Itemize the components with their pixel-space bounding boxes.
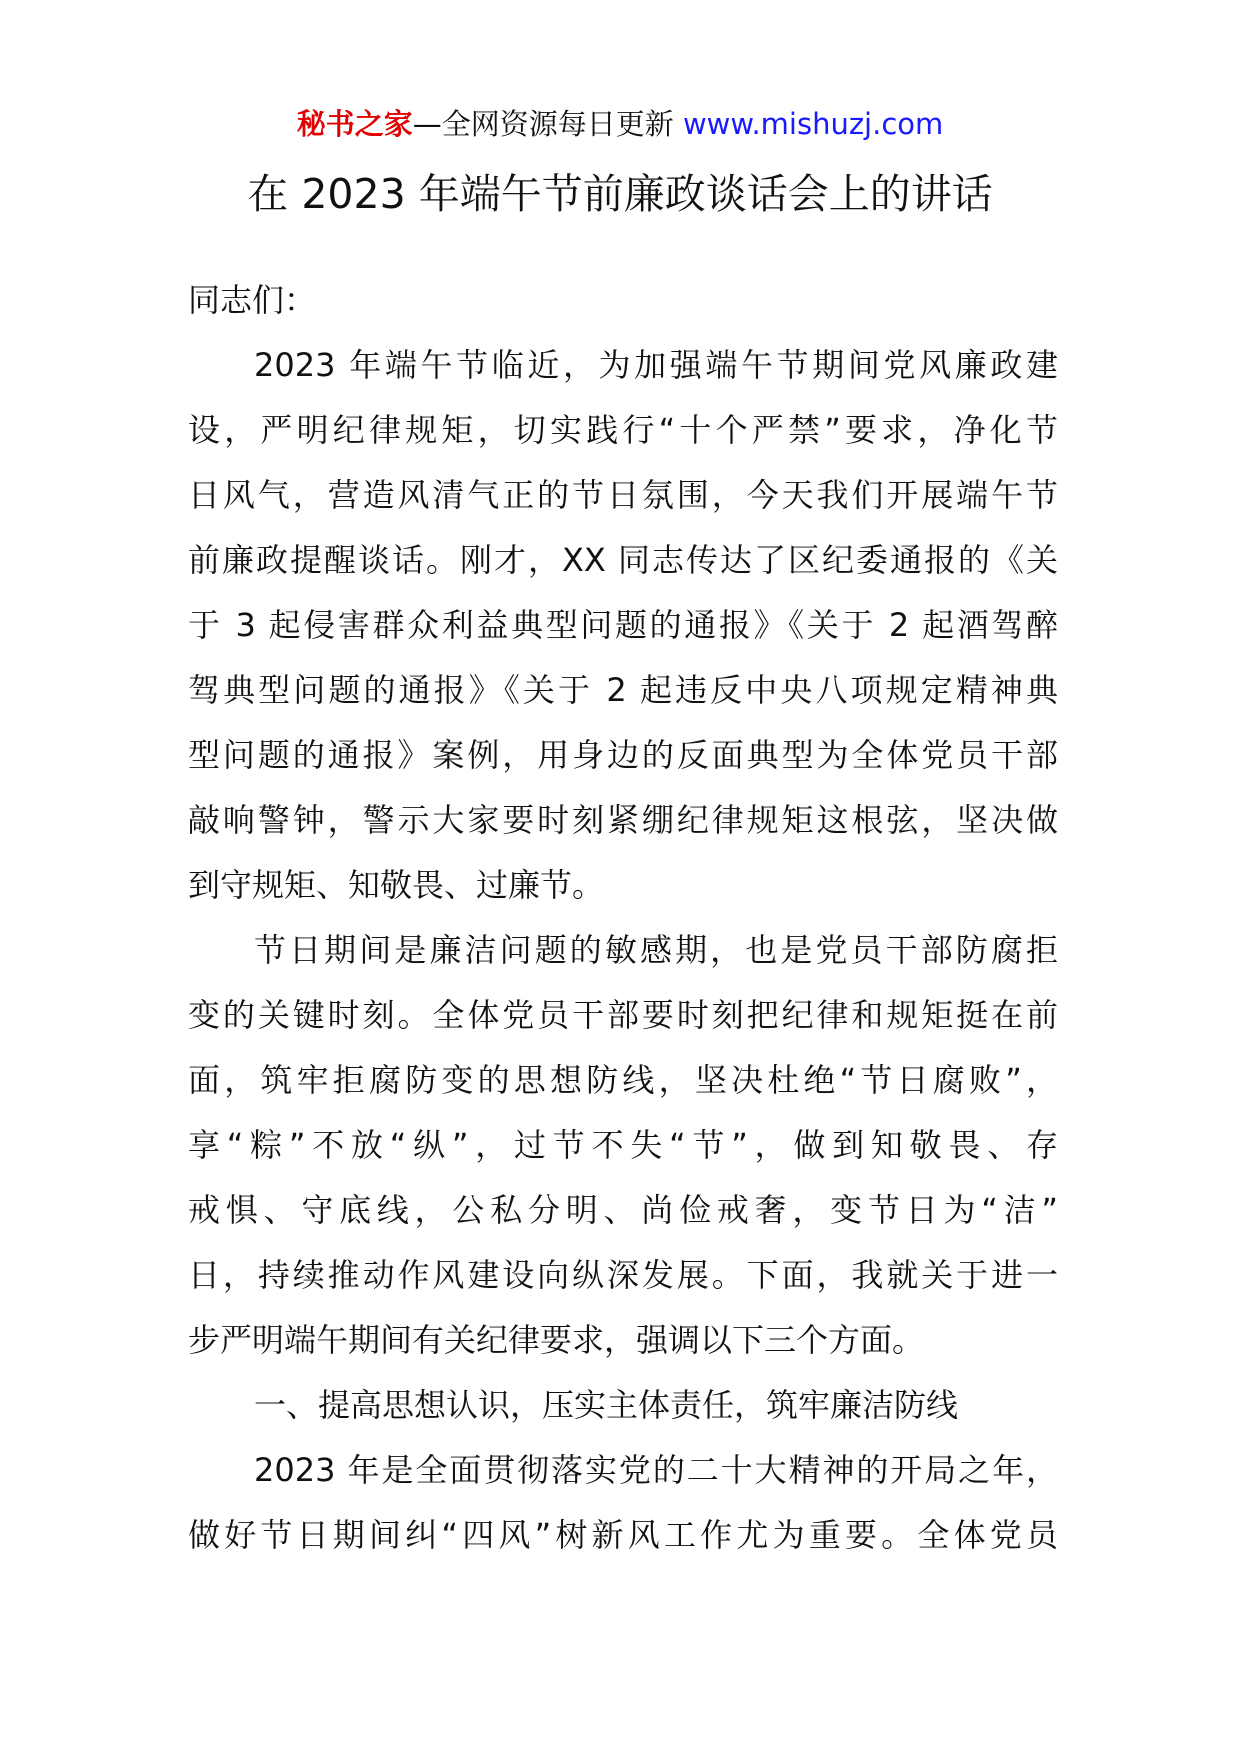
section-heading: 一、提高思想认识，压实主体责任，筑牢廉洁防线 bbox=[254, 1386, 959, 1424]
paragraph-line: 型问题的通报》案例，用身边的反面典型为全体党员干部 bbox=[188, 736, 1058, 774]
paragraph-line: 节日期间是廉洁问题的敏感期，也是党员干部防腐拒 bbox=[254, 931, 1058, 969]
paragraph-line: 敲响警钟，警示大家要时刻紧绷纪律规矩这根弦，坚决做 bbox=[188, 801, 1058, 839]
salutation: 同志们： bbox=[188, 281, 317, 319]
site-header bbox=[0, 104, 1240, 144]
document-title: 在 2023 年端午节前廉政谈话会上的讲话 bbox=[247, 170, 993, 218]
paragraph-line: 前廉政提醒谈话。刚才，XX 同志传达了区纪委通报的《关 bbox=[188, 541, 1058, 579]
paragraph-line: 于 3 起侵害群众利益典型问题的通报》《关于 2 起酒驾醉 bbox=[188, 606, 1058, 644]
header-tagline: —全网资源每日更新 bbox=[412, 107, 683, 141]
paragraph-line: 2023 年是全面贯彻落实党的二十大精神的开局之年， bbox=[254, 1451, 1058, 1489]
paragraph-line: 到守规矩、知敬畏、过廉节。 bbox=[188, 866, 605, 904]
brand-name: 秘书之家 bbox=[296, 107, 413, 141]
paragraph-line: 日风气，营造风清气正的节日氛围，今天我们开展端午节 bbox=[188, 476, 1058, 514]
document-body bbox=[188, 268, 1058, 1568]
site-url[interactable]: www.mishuzj.com bbox=[682, 107, 944, 141]
paragraph-line: 变的关键时刻。全体党员干部要时刻把纪律和规矩挺在前 bbox=[188, 996, 1058, 1034]
paragraph-line: 2023 年端午节临近，为加强端午节期间党风廉政建 bbox=[254, 346, 1058, 384]
paragraph-line: 面，筑牢拒腐防变的思想防线，坚决杜绝“节日腐败”， bbox=[188, 1061, 1058, 1099]
paragraph-line: 步严明端午期间有关纪律要求，强调以下三个方面。 bbox=[188, 1321, 925, 1359]
paragraph-line: 日，持续推动作风建设向纵深发展。下面，我就关于进一 bbox=[188, 1256, 1058, 1294]
paragraph-line: 设，严明纪律规矩，切实践行“十个严禁”要求，净化节 bbox=[188, 411, 1058, 449]
paragraph-line: 做好节日期间纠“四风”树新风工作尤为重要。全体党员 bbox=[188, 1516, 1058, 1554]
paragraph-line: 驾典型问题的通报》《关于 2 起违反中央八项规定精神典 bbox=[188, 671, 1058, 709]
paragraph-line: 享“粽”不放“纵”，过节不失“节”，做到知敬畏、存 bbox=[188, 1126, 1058, 1164]
paragraph-line: 戒惧、守底线，公私分明、尚俭戒奢，变节日为“洁” bbox=[188, 1191, 1058, 1229]
